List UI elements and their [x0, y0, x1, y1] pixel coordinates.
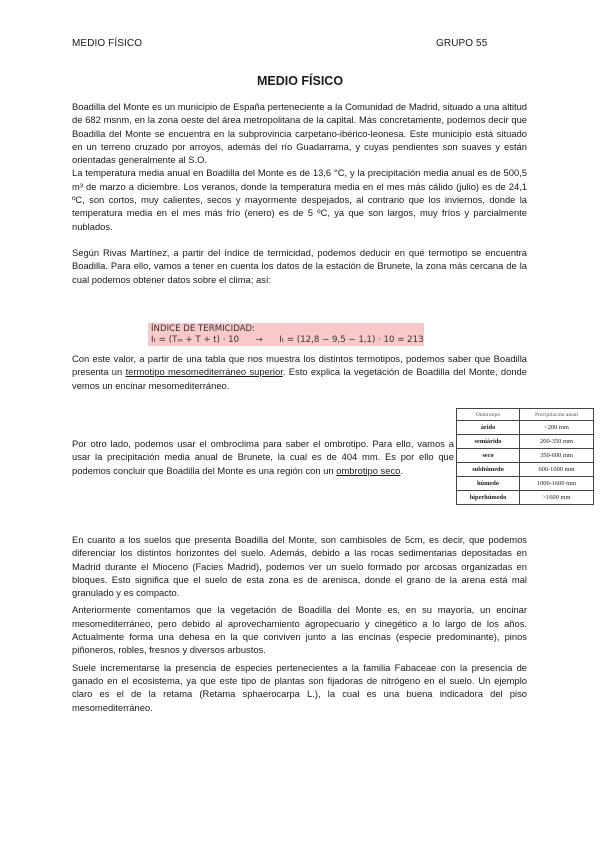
- formula-applied: Iₜ = (12,8 − 9,5 − 1,1) · 10 = 213: [279, 334, 424, 345]
- paragraph-termicidad: Según Rivas Martínez, a partir del índice de termicidad, podemos deducir en qué termotipo se encuentra Boadilla. Para ello, vamos a tener en cuenta los datos de la estación de Brunete, la zona más cercana de la cual podemos obtener datos sobre el clima; así:: [72, 246, 527, 285]
- table-row: árido <200 mm: [457, 421, 594, 435]
- ombrotipo-link-text: ombrotipo seco: [336, 464, 401, 476]
- formula-row: [151, 334, 424, 346]
- body-text-bottom: [72, 533, 527, 714]
- ombrotipo-table: [456, 408, 594, 505]
- header-right: GRUPO 55: [436, 38, 488, 49]
- table-row: subhúmedo 600-1000 mm: [457, 463, 594, 477]
- table-row: seco 350-600 mm: [457, 449, 594, 463]
- termicidad-formula-box: [148, 323, 424, 346]
- paragraph-ombroclima: Por otro lado, podemos usar el ombroclima para saber el ombrotipo. Para ello, vamos a usar la precipitación media anual de Brunete, la cual es de 404 mm. Es por ello que podemos concluir que Boadilla del Monte es una región con un ombrotipo seco.: [72, 438, 454, 476]
- termotipo-link-text: termotipo mesomediterráneo superior: [125, 366, 283, 378]
- paragraph-fabaceae: Suele incrementarse la presencia de especies pertenecientes a la familia Fabaceae con la presencia de ganado en el ecosistema, ya que este tipo de plantas son fijadoras de nitrógeno en el suelo. Un ejemplo claro es el de la retama (Retama sphaerocarpa L.), la cual es una buena indicadora del piso mesomediterráneo.: [72, 661, 527, 713]
- body-text-top: [72, 100, 527, 286]
- header-left: MEDIO FÍSICO: [72, 38, 143, 49]
- formula-arrow: →: [255, 334, 263, 345]
- table-header-row: Ombrotipo Precipitación anual: [457, 409, 594, 421]
- page-title: MEDIO FÍSICO: [256, 74, 344, 88]
- paragraph-location: Boadilla del Monte es un municipio de España perteneciente a la Comunidad de Madrid, situado a una altitud de 682 msnm, en la zona oeste del área metropolitana de la capital. Más concretamente, podemos decir que Boadilla del Monte se encuentra en la subprovincia carpetano-ibérico-leonesa. Este municipio está situado en un terreno cruzado por arroyos, además del río Guadarrama, y cuyas pendientes son suaves y están orientadas generalmente al S.O.: [72, 101, 527, 166]
- paragraph-suelos: En cuanto a los suelos que presenta Boadilla del Monte, son cambisoles de 5cm, es decir, que podemos diferenciar los distintos horizontes del suelo. Además, debido a las rocas sedimentarias depositadas en Madrid durante el Mioceno (Facies Madrid), podemos ver un suelo formado por arcosas organizadas en bloques. Esto significa que el suelo de esta zona es de arenisca, donde el grano de la arena está mal granulado y es compacto.: [72, 534, 527, 599]
- paragraph-termotipo: Con este valor, a partir de una tabla que nos muestra los distintos termotipos, podemos saber que Boadilla presenta un termotipo mesomediterráneo superior. Esto explica la vegetación de Boadilla del Monte, donde vemos un encinar mesomediterráneo.: [72, 353, 527, 391]
- formula-heading: ÍNDICE DE TERMICIDAD:: [151, 324, 256, 334]
- formula-general: Iₜ = (Tₘ + T + t) · 10: [151, 334, 240, 345]
- paragraph-climate: La temperatura media anual en Boadilla del Monte es de 13,6 °C, y la precipitación media anual es de 500,5 m³ de marzo a diciembre. Los veranos, donde la temperatura media en el mes más cálido (julio) es de 24,1 ºC, son cortos, muy calientes, secos y mayormente despejados, al contrario que los inviernos, donde la temperatura media en el mes más frío (enero) es de 5 ºC, ya que son largos, muy fríos y parcialmente nublados.: [72, 167, 527, 232]
- table-row: hiperhúmedo >1600 mm: [457, 491, 594, 505]
- paragraph-vegetacion: Anteriormente comentamos que la vegetación de Boadilla del Monte es, en su mayoría, un encinar mesomediterráneo, pero debido al aprovechamiento agropecuario y cinegético a lo largo de los años. Actualmente forma una dehesa en la que conviven junto a las encinas (especie predominante), pinos piñoneros, robles, fresnos y diversos arbustos.: [72, 604, 527, 656]
- table-row: semiárido 200-350 mm: [457, 435, 594, 449]
- table-row: húmedo 1000-1600 mm: [457, 477, 594, 491]
